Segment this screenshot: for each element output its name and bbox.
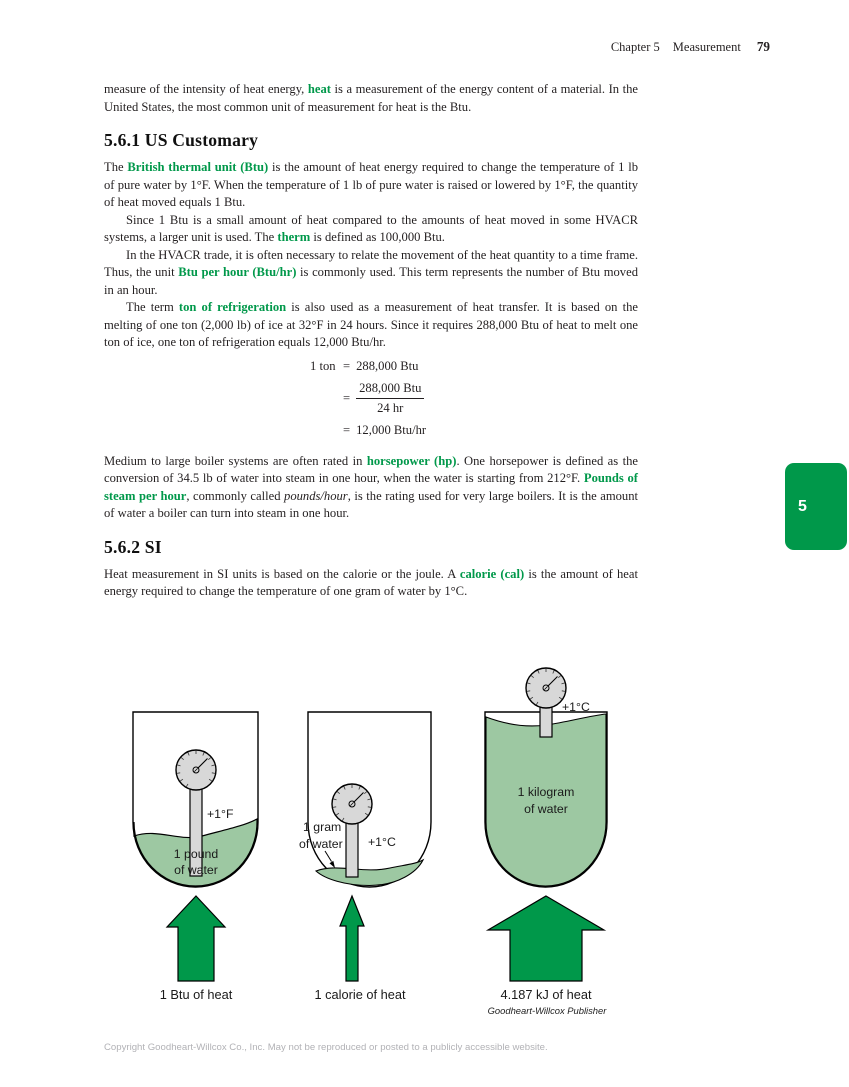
- section-heading-561: 5.6.1 US Customary: [104, 130, 259, 150]
- thermometer-gauge-icon: [332, 784, 372, 824]
- fraction: [356, 380, 424, 417]
- text-run: Since 1 Btu is a small amount of heat compared to the amounts of heat moved in some HVACR systems, a larger unit is used. The: [104, 212, 638, 244]
- paragraph: [104, 453, 638, 523]
- panel-caption: 1 Btu of heat: [159, 987, 233, 1002]
- heat-arrow-up-icon: [340, 896, 364, 981]
- page-number: 79: [756, 39, 770, 54]
- paragraph: [104, 212, 638, 247]
- figure-panel-1calorie: [299, 712, 431, 1002]
- panel-caption: 1 calorie of heat: [314, 987, 406, 1002]
- heat-arrow-up-icon: [488, 896, 604, 981]
- panel-caption: 4.187 kJ of heat: [500, 987, 592, 1002]
- copyright-footer: Copyright Goodheart-Willcox Co., Inc. May not be reproduced or posted to a publicly accessible website.: [104, 1042, 548, 1053]
- equation-rhs: 12,000 Btu/hr: [356, 422, 427, 437]
- key-term: heat: [307, 82, 331, 96]
- heat-units-figure: [104, 660, 680, 1025]
- text-run: Heat measurement in SI units is based on the calorie or the joule. A: [104, 566, 460, 581]
- equation-line-1: [310, 358, 638, 375]
- chapter-tab-number: 5: [798, 497, 807, 515]
- key-term: British thermal unit (Btu): [127, 160, 269, 174]
- text-run: The: [104, 160, 128, 174]
- water-amount-label: 1 gram: [303, 820, 342, 834]
- water-amount-label: of water: [174, 863, 218, 877]
- equals-sign: =: [343, 358, 351, 373]
- temp-label: +1°F: [207, 807, 234, 821]
- water-amount-label: of water: [524, 802, 568, 816]
- text-run: is a measurement of the energy content of a material. In the United States, the most common unit of measurement for heat is the Btu.: [104, 82, 638, 114]
- temp-label: +1°C: [368, 835, 396, 849]
- key-term: Btu per hour (Btu/hr): [178, 265, 297, 279]
- equation-block: [310, 358, 638, 439]
- italic-term: pounds/hour: [284, 488, 348, 503]
- equation-rhs: 288,000 Btu: [356, 358, 419, 373]
- text-run: . One horsepower is defined as the conversion of 34.5 lb of water into steam in one hour, when the water is starting from 212°F.: [104, 453, 638, 485]
- text-column: [104, 81, 638, 601]
- figure-credit: Goodheart-Willcox Publisher: [487, 1005, 607, 1016]
- water: [486, 714, 606, 886]
- temp-label: +1°C: [562, 700, 590, 714]
- chapter-tab: [785, 463, 847, 550]
- text-run: In the HVACR trade, it is often necessary to relate the movement of the heat quantity to a time frame. Thus, the unit: [104, 247, 638, 279]
- paragraph: [104, 299, 638, 352]
- key-term: calorie (cal): [459, 566, 525, 581]
- section-heading-562: 5.6.2 SI: [104, 536, 162, 557]
- water-amount-label: 1 kilogram: [517, 785, 575, 799]
- text-run: , is the rating used for very large boilers. It is the amount of water a boiler can turn into steam in one hour.: [104, 488, 639, 520]
- text-run: Medium to large boiler systems are often rated in: [104, 453, 367, 468]
- equals-sign: =: [343, 422, 351, 437]
- thermometer-gauge-icon: [526, 668, 566, 708]
- heat-arrow-up-icon: [167, 896, 225, 981]
- key-term: horsepower (hp): [366, 453, 457, 468]
- text-run: , commonly called: [186, 488, 285, 503]
- intro-paragraph: [104, 81, 638, 116]
- paragraph: [104, 247, 638, 300]
- water-amount-label: of water: [299, 837, 343, 851]
- chapter-title: Measurement: [672, 40, 741, 54]
- chapter-label: Chapter 5: [610, 40, 660, 54]
- equation-line-3: [310, 422, 638, 439]
- text-run: is defined as 100,000 Btu.: [310, 230, 445, 244]
- key-term: Pounds of steam per hour: [104, 471, 638, 503]
- thermometer-gauge-icon: [176, 750, 216, 790]
- thermometer-stem: [346, 820, 358, 877]
- equation-line-2: [310, 380, 638, 417]
- text-run: is the amount of heat energy required to change the temperature of 1 lb of pure water by 1°F. When the temperature of 1 lb of pure water is raised or lowered by 1°F, the quantity of heat moved equals 1 Btu.: [104, 160, 639, 209]
- equation-lhs: 1 ton: [310, 358, 336, 373]
- running-head: [611, 39, 770, 55]
- text-run: is the amount of heat energy required to change the temperature of one gram of water by 1°C.: [104, 566, 638, 598]
- fraction-numerator: 288,000 Btu: [356, 380, 424, 399]
- text-run: measure of the intensity of heat energy,: [104, 82, 308, 96]
- water-amount-label: 1 pound: [173, 847, 219, 861]
- text-run: The term: [126, 300, 179, 314]
- figure-panel-4187kj: [485, 668, 607, 1002]
- figure-panel-1btu: [133, 712, 258, 1002]
- text-run: is also used as a measurement of heat transfer. It is based on the melting of one ton (2,000 lb) of ice at 32°F in 24 hours. Since it requires 288,000 Btu of heat to melt one ton of ice, one ton of refrigeration equals 12,000 Btu/hr.: [104, 300, 638, 349]
- key-term: ton of refrigeration: [178, 300, 287, 314]
- fraction-denominator: 24 hr: [377, 400, 404, 415]
- text-run: is commonly used. This term represents the number of Btu moved in an hour.: [104, 265, 638, 297]
- paragraph: [104, 159, 638, 212]
- equals-sign: =: [343, 390, 351, 405]
- paragraph: [104, 566, 638, 601]
- key-term: therm: [277, 230, 311, 244]
